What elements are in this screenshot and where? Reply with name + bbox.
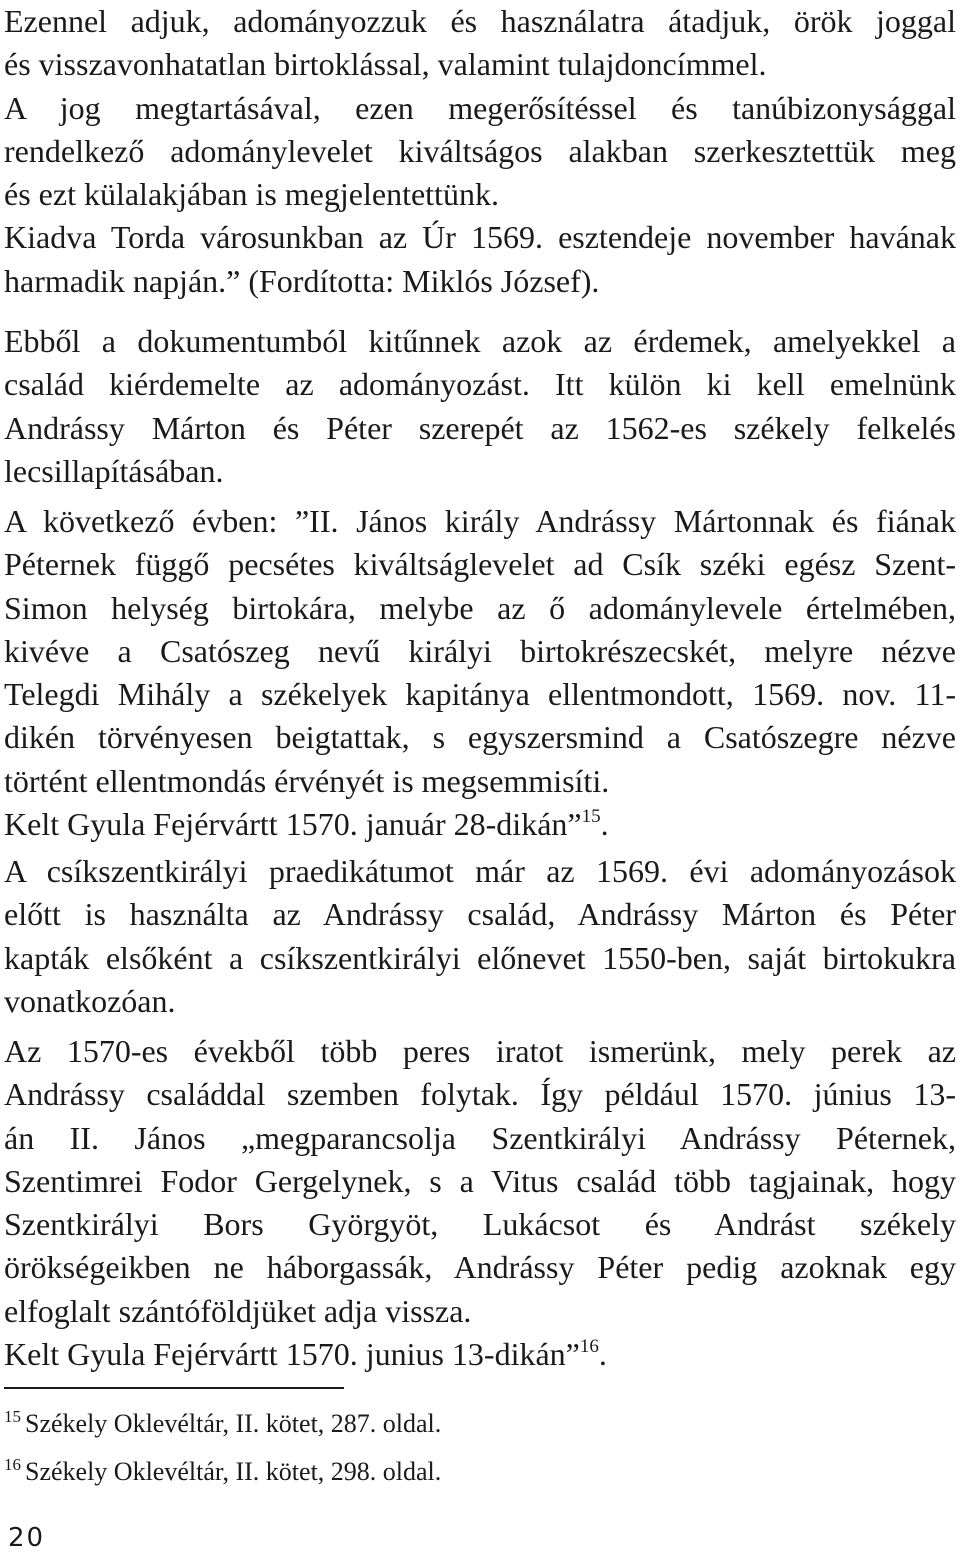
text-line <box>4 1117 956 1160</box>
text-line <box>4 716 956 759</box>
line-text: Simon helység birtokára, melybe az ő adománylevele értelmében, <box>4 589 956 626</box>
line-text-end: . <box>598 1336 607 1373</box>
line-text: Szentkirályi Bors Györgyöt, Lukácsot és Andrást székely <box>4 1206 956 1243</box>
line-text-end: . <box>600 806 609 843</box>
text-line <box>4 1160 956 1203</box>
line-text: harmadik napján.” (Fordította: Miklós József). <box>4 262 600 299</box>
text-line <box>4 260 956 303</box>
page-number: 20 <box>8 1523 46 1553</box>
paragraph <box>4 500 956 846</box>
footnote-text: Székely Oklevéltár, II. kötet, 287. oldal. <box>25 1409 442 1438</box>
line-text: és visszavonhatatlan birtoklással, valamint tulajdoncímmel. <box>4 46 767 83</box>
text-line <box>4 0 956 43</box>
line-text: Péternek függő pecsétes kiváltságlevelet ad Csík széki egész Szent- <box>4 546 956 583</box>
text-line <box>4 87 956 130</box>
line-text: Kiadva Torda városunkban az Úr 1569. esztendeje november havának <box>4 219 956 256</box>
footnote-text: Székely Oklevéltár, II. kötet, 298. oldal. <box>25 1457 442 1486</box>
text-line <box>4 407 956 450</box>
text-line <box>4 937 956 980</box>
text-line <box>4 587 956 630</box>
line-text: A következő évben: ”II. János király Andrássy Mártonnak és fiának <box>4 503 956 539</box>
line-text: A csíkszentkirályi praedikátumot már az 1569. évi adományozások <box>4 853 956 889</box>
line-text: Kelt Gyula Fejérvártt 1570. junius 13-dikán” <box>4 1336 580 1373</box>
line-text: án II. János „megparancsolja Szentkirályi Andrássy Péternek, <box>4 1119 956 1156</box>
text-line <box>4 543 956 586</box>
text-line <box>4 450 956 493</box>
paragraph <box>4 1030 956 1376</box>
paragraph <box>4 850 956 1023</box>
line-text: család kiérdemelte az adományozást. Itt külön ki kell emelnünk <box>4 366 956 403</box>
line-text: rendelkező adománylevelet kiváltságos alakban szerkesztettük meg <box>4 132 956 169</box>
text-line <box>4 500 956 543</box>
line-text: elfoglalt szántóföldjüket adja vissza. <box>4 1292 472 1329</box>
footnote <box>4 1450 441 1487</box>
line-text: Kelt Gyula Fejérvártt 1570. január 28-dikán” <box>4 806 582 843</box>
line-text: Ezennel adjuk, adományozzuk és használatra átadjuk, örök joggal <box>4 3 956 39</box>
text-line <box>4 216 956 259</box>
text-line <box>4 803 956 846</box>
text-line <box>4 173 956 216</box>
text-line <box>4 1073 956 1116</box>
footnote-ref: 16 <box>579 1336 599 1358</box>
text-line <box>4 43 956 86</box>
text-line <box>4 1246 956 1289</box>
line-text: örökségeikben ne háborgassák, Andrássy Péter pedig azoknak egy <box>4 1249 956 1286</box>
line-text: vonatkozóan. <box>4 982 176 1019</box>
text-line <box>4 850 956 893</box>
text-line <box>4 320 956 363</box>
line-text: Andrássy családdal szemben folytak. Így például 1570. június 13- <box>4 1076 956 1113</box>
text-line <box>4 980 956 1023</box>
text-line <box>4 1290 956 1333</box>
text-line <box>4 760 956 803</box>
line-text: lecsillapításában. <box>4 452 224 489</box>
text-line <box>4 630 956 673</box>
text-line <box>4 130 956 173</box>
text-line <box>4 673 956 716</box>
text-line <box>4 1030 956 1073</box>
text-line <box>4 363 956 406</box>
line-text: történt ellentmondás érvényét is megsemmisíti. <box>4 762 610 799</box>
line-text: kapták elsőként a csíkszentkirályi előnevet 1550-ben, saját birtokukra <box>4 939 956 976</box>
text-line <box>4 1203 956 1246</box>
footnote-ref: 15 <box>581 806 601 828</box>
footnote-number: 15 <box>4 1407 21 1426</box>
footnote-number: 16 <box>4 1455 21 1474</box>
text-line <box>4 893 956 936</box>
paragraph <box>4 0 956 303</box>
paragraph <box>4 320 956 493</box>
line-text: és ezt külalakjában is megjelentettünk. <box>4 176 499 213</box>
line-text: A jog megtartásával, ezen megerősítéssel és tanúbizonysággal <box>4 89 956 126</box>
line-text: kivéve a Csatószeg nevű királyi birtokrészecskét, melyre nézve <box>4 632 956 669</box>
line-text: Az 1570-es évekből több peres iratot ismerünk, mely perek az <box>4 1033 956 1069</box>
text-line <box>4 1333 956 1376</box>
line-text: Andrássy Márton és Péter szerepét az 1562-es székely felkelés <box>4 409 956 446</box>
footnote <box>4 1402 441 1439</box>
footnote-separator <box>4 1387 344 1389</box>
line-text: előtt is használta az Andrássy család, Andrássy Márton és Péter <box>4 896 956 933</box>
line-text: Ebből a dokumentumból kitűnnek azok az érdemek, amelyekkel a <box>4 323 956 359</box>
line-text: Telegdi Mihály a székelyek kapitánya ellentmondott, 1569. nov. 11- <box>4 676 956 713</box>
line-text: dikén törvényesen beigtattak, s egyszersmind a Csatószegre nézve <box>4 719 956 756</box>
line-text: Szentimrei Fodor Gergelynek, s a Vitus család több tagjainak, hogy <box>4 1162 956 1199</box>
